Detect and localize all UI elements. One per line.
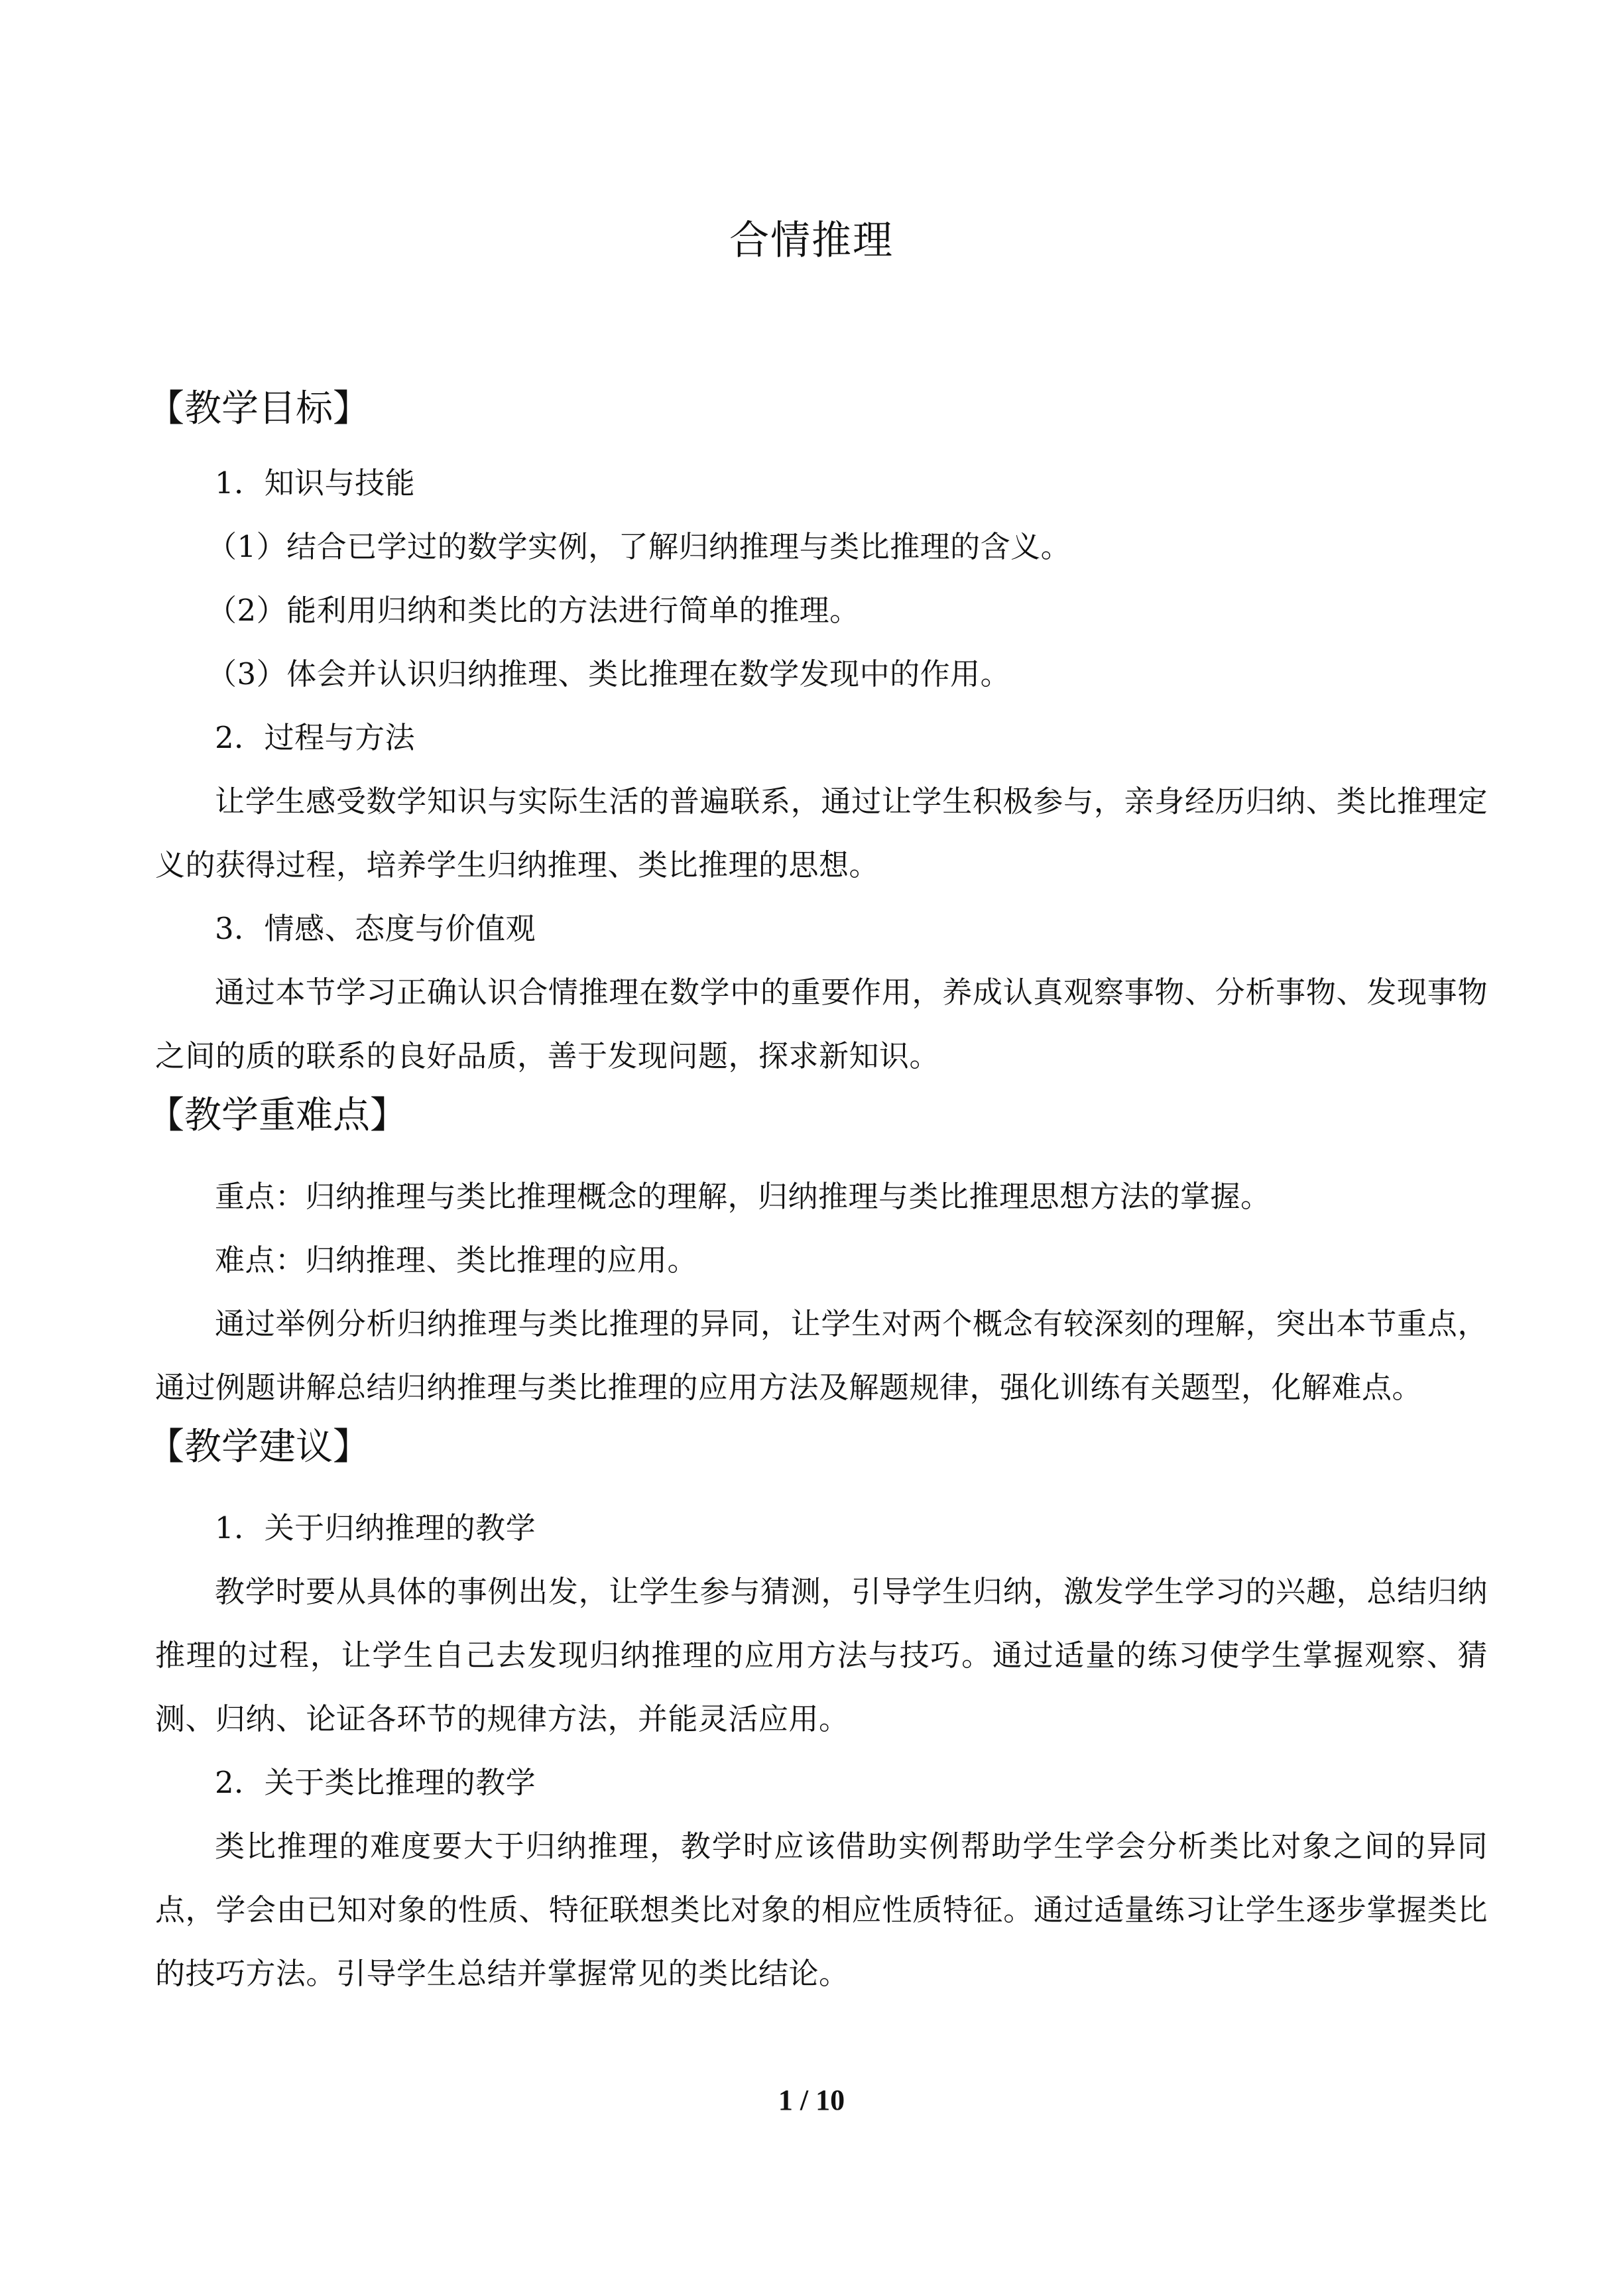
- paragraph: 让学生感受数学知识与实际生活的普遍联系，通过让学生积极参与，亲身经历归纳、类比推理定义的获得过程，培养学生归纳推理、类比推理的思想。: [155, 784, 1488, 882]
- paragraph: 3．情感、态度与价值观: [215, 911, 536, 946]
- paragraph: （1）结合已学过的数学实例，了解归纳推理与类比推理的含义。: [207, 529, 1071, 564]
- document-title: 合情推理: [729, 217, 894, 264]
- paragraph: 通过本节学习正确认识合情推理在数学中的重要作用，养成认真观察事物、分析事物、发现事物之间的质的联系的良好品质，善于发现问题，探求新知识。: [155, 975, 1488, 1073]
- paragraph: 通过举例分析归纳推理与类比推理的异同，让学生对两个概念有较深刻的理解，突出本节重点，通过例题讲解总结归纳推理与类比推理的应用方法及解题规律，强化训练有关题型，化解难点。: [155, 1306, 1488, 1405]
- document-body: [147, 381, 1488, 2006]
- paragraph: 2．过程与方法: [215, 720, 416, 755]
- paragraph: 1．知识与技能: [215, 465, 416, 501]
- page-number: 1 / 10: [778, 2084, 845, 2116]
- paragraph: 重点：归纳推理与类比推理概念的理解，归纳推理与类比推理思想方法的掌握。: [215, 1179, 1271, 1214]
- paragraph: 1．关于归纳推理的教学: [215, 1510, 536, 1545]
- paragraph: （2）能利用归纳和类比的方法进行简单的推理。: [207, 593, 860, 628]
- section-heading-suggestions: 【教学建议】: [147, 1425, 370, 1469]
- paragraph: 类比推理的难度要大于归纳推理，教学时应该借助实例帮助学生学会分析类比对象之间的异同点，学会由已知对象的性质、特征联想类比对象的相应性质特征。通过适量练习让学生逐步掌握类比的技巧方法。引导学生总结并掌握常见的类比结论。: [155, 1829, 1488, 1991]
- paragraph: 2．关于类比推理的教学: [215, 1765, 536, 1800]
- section-heading-objectives: 【教学目标】: [147, 387, 370, 430]
- paragraph: （3）体会并认识归纳推理、类比推理在数学发现中的作用。: [207, 656, 1011, 692]
- paragraph: 难点：归纳推理、类比推理的应用。: [215, 1242, 698, 1278]
- section-heading-key-points: 【教学重难点】: [147, 1094, 407, 1137]
- paragraph: 教学时要从具体的事例出发，让学生参与猜测，引导学生归纳，激发学生学习的兴趣，总结归纳推理的过程，让学生自己去发现归纳推理的应用方法与技巧。通过适量的练习使学生掌握观察、猜测、归纳、论证各环节的规律方法，并能灵活应用。: [155, 1574, 1488, 1736]
